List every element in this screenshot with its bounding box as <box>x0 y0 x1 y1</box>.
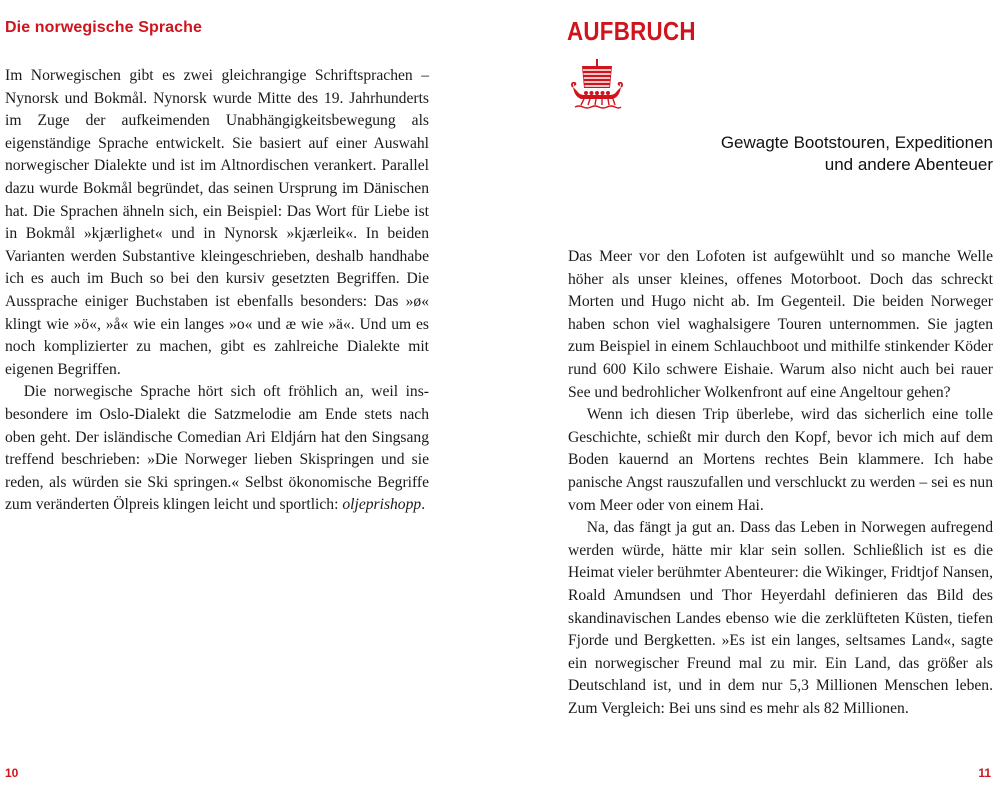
chapter-title: AUFBRUCH <box>567 16 696 46</box>
italic-term-suffix: . <box>421 496 426 514</box>
paragraph-text: Die norwegische Sprache hört sich oft fröhlich an, weil insbesondere im Oslo-Dialekt die Satzmelodie am Ende stets nach oben geht. Der isländische Comedian Ari Eldjárn hat den Singsang treffend beschrieben: »Die Norweger lieben Skispringen und sie reden, als würden sie Ski springen.« Selbst ökonomische Begriffe zum veränderten Ölpreis klingen leicht und sportlich: <box>5 383 429 514</box>
italic-term: oljeprishopp <box>342 496 422 514</box>
subtitle-line: Gewagte Bootstouren, Expeditionen <box>720 133 993 152</box>
page-number-right: 11 <box>978 766 991 780</box>
page-number-left: 10 <box>5 766 19 780</box>
right-body-text <box>568 246 993 720</box>
paragraph: Na, das fängt ja gut an. Dass das Leben in Norwegen aufregend werden würde, hätte mir klar sein sollen. Schließlich ist es die Heimat vieler berühmter Abenteurer: die Wikinger, Fridtjof Nansen, Roald Amundsen und Thor Heyerdahl definieren das Bild des skandinavischen Landes ebenso wie die zerklüfteten Küsten, tiefen Fjorde und Bergketten. »Es ist ein langes, seltsames Land«, sagte ein norwegischer Freund mal zu mir. Ein Land, das größer als Deutschland ist, und in dem nur 5,3 Millionen Menschen leben. Zum Vergleich: Bei uns sind es mehr als 82 Millionen. <box>568 519 993 717</box>
subtitle-line: und andere Abenteuer <box>824 155 993 174</box>
left-body-text <box>5 65 429 517</box>
chapter-subtitle <box>721 132 993 176</box>
paragraph: Im Norwegischen gibt es zwei gleichrangige Schriftsprachen – Nynorsk und Bokmål. Nynorsk wurde Mitte des 19. Jahrhunderts im Zuge der aufkeimenden Unabhängigkeitsbewegung als eigenständige Sprache entwickelt. Sie basiert auf einer Auswahl norwegischer Dialekte und ist im Altnordischen verankert. Parallel dazu wurde Bokmål begründet, das seinen Ursprung im Dänischen hat. Die Sprachen ähneln sich, ein Beispiel: Das Wort für Liebe ist in Bokmål »kjærlighet« und in Nynorsk »kjærleik«. In beiden Varianten werden Substantive kleingeschrieben, deshalb handhabe ich es auch im Buch so bei den kursiv gesetzten Begriffen. Die Aussprache einiger Buchstaben ist ebenfalls besonders: Das »ø« klingt wie »ö«, »å« wie ein langes »o« und æ wie »ä«. Und um es noch komplizierter zu machen, gibt es zahlreiche Dialekte mit eigenen Begriffen. <box>5 67 429 378</box>
section-title: Die norwegische Sprache <box>5 19 203 36</box>
paragraph: Das Meer vor den Lofoten ist aufgewühlt und so manche Welle höher als unser kleines, offenes Motorboot. Doch das schreckt Morten und Hugo nicht ab. Im Gegenteil. Die beiden Norweger haben schon viel waghalsigere Touren unternommen. Sie jagten zum Beispiel in einem Schlauchboot und mithilfe stinkender Köder rund 600 Kilo schwere Eishaie. Warum also nicht auch bei rauer See und bedrohlicher Wolkenfront auf eine Angeltour gehen? <box>568 248 993 401</box>
viking-ship-icon <box>571 57 623 109</box>
right-page <box>500 0 1000 800</box>
paragraph <box>5 381 429 517</box>
paragraph: Wenn ich diesen Trip überlebe, wird das sicherlich eine tolle Geschichte, schießt mir durch den Kopf, bevor ich mich auf dem Boden kauernd an Mortens rechtes Bein klammere. Ich habe panische Angst rauszufallen und verschluckt zu werden – sei es nun vom Meer oder von einem Hai. <box>568 406 993 514</box>
